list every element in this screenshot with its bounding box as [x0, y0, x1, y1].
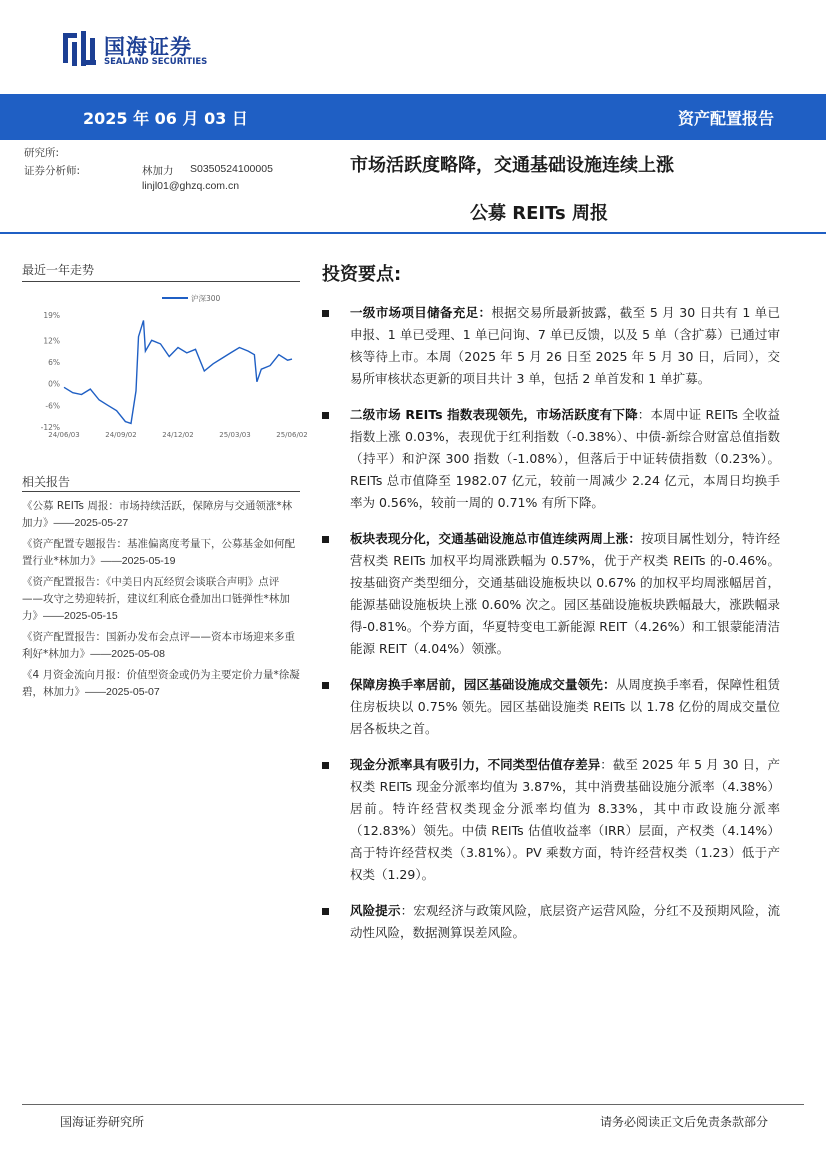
square-bullet-icon [322, 682, 329, 689]
footer-left: 国海证券研究所 [60, 1115, 145, 1129]
related-report-item[interactable] [22, 667, 300, 701]
related-reports-list [22, 498, 300, 705]
related-report-item[interactable] [22, 536, 300, 570]
point-heading: 一级市场项目储备充足： [350, 305, 492, 320]
related-report-item[interactable] [22, 574, 300, 625]
investment-point [322, 900, 780, 944]
company-logo [62, 30, 212, 70]
y-tick-label: 12% [43, 336, 60, 346]
point-body: 根据交易所最新披露，截至 5 月 30 日共有 1 单已申报、1 单已受理、1 单已问询、7 单已反馈，以及 5 单（含扩募）已通过审核等待上市。本周（2025 年 5 月 26 日至 2025 年 5 月 30 日，后同），交易所审核状态更新的项目共计 3 单，包括 2 单首发和 1 单扩募。 [350, 305, 780, 386]
point-body: ：本周中证 REITs 全收益指数上涨 0.03%，表现优于红利指数（-0.38%）、中债-新综合财富总值指数（持平）和沪深 300 指数（-1.08%），但落后于中证转债指数（0.23%）。REITs 总市值降至 1982.07 亿元，较前一周减少 2.24 亿元，本周日均换手率为 0.56%，较前一周的 0.71% 有所下降。 [350, 407, 781, 510]
related-report-item[interactable] [22, 498, 300, 532]
square-bullet-icon [322, 536, 329, 543]
point-heading: 板块表现分化，交通基础设施总市值连续两周上涨： [350, 531, 641, 546]
point-body: ：截至 2025 年 5 月 30 日，产权类 REITs 现金分派率均值为 3.87%，其中消费基础设施分派率（4.38%）居前。特许经营权类现金分派率均值为 8.33%，其中市政设施分派率（12.83%）领先。中债 REITs 估值收益率（IRR）层面，产权类（4.14%）高于特许经营权类（3.81%）。PV 乘数方面，特许经营权类（1.23）低于产权类（1.29）。 [350, 757, 780, 882]
investment-highlights-heading: 投资要点: [322, 264, 402, 285]
related-heading: 相关报告 [22, 475, 71, 489]
related-report-date: ——2025-05-19 [100, 555, 176, 567]
investment-point [322, 302, 780, 390]
investment-point [322, 528, 780, 660]
y-tick-label: 19% [43, 311, 60, 320]
point-body: 按项目属性划分，特许经营权类 REITs 加权平均周涨跌幅为 0.57%，优于产权类 REITs 的-0.46%。按基础资产类型细分，交通基础设施板块以 0.67% 的加权平均周涨幅居首，能源基础设施板块上涨 0.60% 次之。园区基础设施板块跌幅最大，涨跌幅录得-0.81%。个券方面，华夏特变电工新能源 REIT（4.26%）和工银蒙能清洁能源 REIT（4.04%）领涨。 [350, 531, 780, 656]
point-heading: 保障房换手率居前，园区基础设施成交量领先： [350, 677, 616, 692]
x-tick-label: 24/09/02 [105, 431, 137, 439]
investment-point [322, 404, 780, 514]
related-report-item[interactable] [22, 629, 300, 663]
research-label: 研究所: [24, 147, 60, 159]
report-type: 资产配置报告 [677, 109, 774, 128]
related-report-date: ——2025-05-27 [53, 517, 129, 529]
point-body: ：宏观经济与政策风险，底层资产运营风险，分红不及预期风险，流动性风险，数据测算误差风险。 [350, 903, 780, 940]
square-bullet-icon [322, 310, 329, 317]
analyst-email[interactable]: linjl01@ghzq.com.cn [142, 180, 240, 192]
report-title: 市场活跃度略降，交通基础设施连续上涨 [350, 155, 674, 176]
square-bullet-icon [322, 908, 329, 915]
related-report-title[interactable]: 《资产配置专题报告：基准偏离度考量下，公募基金如何配置行业*林加力》 [22, 538, 295, 567]
legend-label: 沪深300 [191, 294, 221, 303]
related-report-date: ——2025-05-07 [85, 686, 160, 698]
investment-point [322, 754, 780, 886]
trend-heading: 最近一年走势 [22, 263, 95, 277]
square-bullet-icon [322, 762, 329, 769]
x-tick-label: 25/03/03 [219, 431, 251, 439]
report-subtitle: 公募 REITs 周报 [470, 203, 608, 224]
header-band [0, 94, 826, 140]
investment-point [322, 674, 780, 740]
related-report-title[interactable]: 《资产配置报告：国新办发布会点评——资本市场迎来多重利好*林加力》 [22, 631, 295, 660]
related-report-date: ——2025-05-08 [90, 648, 165, 660]
footer-rule [22, 1104, 804, 1105]
analyst-cert: S0350524100005 [190, 163, 273, 175]
point-heading: 二级市场 REITs 指数表现领先，市场活跃度有下降 [350, 407, 638, 422]
analyst-label: 证券分析师: [24, 165, 81, 177]
related-report-title[interactable]: 《4 月资金流向月报：价值型资金或仍为主要定价力量*徐凝碧，林加力》 [22, 669, 300, 698]
y-tick-label: 6% [48, 357, 60, 367]
series-line-hs300 [64, 320, 292, 423]
y-tick-label: 0% [48, 379, 60, 389]
related-report-title[interactable]: 《资产配置报告：《中美日内瓦经贸会谈联合声明》点评——攻守之势迎转折，建议红利底仓叠加出口链弹性*林加力》 [22, 576, 290, 622]
footer-right: 请务必阅读正文后免责条款部分 [599, 1115, 768, 1129]
point-heading: 风险提示 [350, 903, 401, 918]
square-bullet-icon [322, 412, 329, 419]
y-tick-label: -12% [40, 423, 60, 432]
investment-points [322, 302, 780, 944]
analyst-name: 林加力 [142, 165, 174, 177]
point-body: 从周度换手率看，保障性租赁住房板块以 0.75% 领先。园区基础设施类 REITs 以 1.78 亿份的周成交量位居各板块之首。 [350, 677, 780, 736]
logo-text-cn: 国海证券 [104, 35, 192, 59]
logo-text-en: SEALAND SECURITIES [104, 57, 208, 67]
related-report-date: ——2025-05-15 [43, 610, 118, 622]
trend-heading-rule [22, 281, 300, 282]
logo-mark-icon [62, 30, 98, 68]
related-report-title[interactable]: 《公募 REITs 周报：市场持续活跃，保障房与交通领涨*林加力》 [22, 500, 293, 529]
point-heading: 现金分派率具有吸引力，不同类型估值存差异 [350, 757, 601, 772]
x-tick-label: 24/12/02 [162, 431, 194, 439]
x-tick-label: 24/06/03 [48, 431, 80, 439]
report-date: 2025 年 06 月 03 日 [83, 109, 248, 128]
x-tick-label: 25/06/02 [276, 431, 308, 439]
related-heading-rule [22, 491, 300, 492]
trend-chart [22, 285, 308, 445]
title-divider [0, 232, 826, 234]
y-tick-label: -6% [45, 401, 60, 411]
